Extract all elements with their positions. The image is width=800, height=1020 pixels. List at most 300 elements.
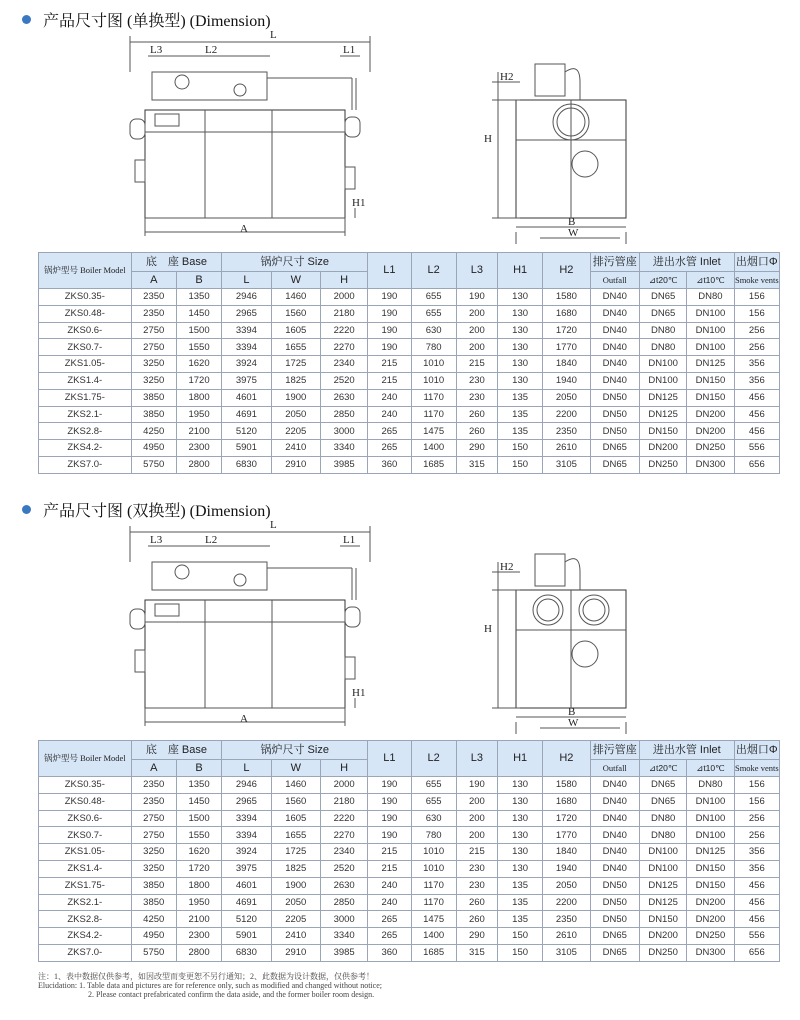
table-cell: DN300: [687, 944, 734, 961]
table-cell: 1770: [543, 827, 590, 844]
table-cell: 1350: [176, 289, 221, 306]
model-cell: ZKS4.2-: [39, 440, 132, 457]
table-cell: 3340: [320, 928, 367, 945]
table-cell: DN65: [639, 305, 686, 322]
table-cell: 3105: [543, 456, 590, 473]
table-cell: 230: [456, 877, 497, 894]
table-cell: 5901: [222, 440, 271, 457]
table-cell: 656: [734, 456, 779, 473]
table-row: [39, 777, 780, 794]
table-cell: 1580: [543, 777, 590, 794]
table-cell: 5750: [131, 944, 176, 961]
col-model-header: 锅炉型号 Boiler Model: [39, 253, 132, 289]
dim-label-H: H: [484, 623, 492, 635]
table-cell: 150: [497, 440, 542, 457]
model-cell: ZKS1.4-: [39, 860, 132, 877]
table-cell: DN40: [590, 372, 639, 389]
dimension-drawing: [0, 22, 800, 248]
table-cell: 2410: [271, 928, 320, 945]
col-inlet-header: 进出水管 Inlet: [639, 741, 734, 760]
col-a-header: A: [131, 272, 176, 289]
model-cell: ZKS4.2-: [39, 928, 132, 945]
table-cell: 1950: [176, 406, 221, 423]
table-cell: 240: [368, 406, 411, 423]
table-cell: 1720: [176, 372, 221, 389]
model-cell: ZKS2.1-: [39, 406, 132, 423]
table-cell: 1685: [411, 944, 456, 961]
table-cell: 2910: [271, 944, 320, 961]
table-cell: DN200: [639, 928, 686, 945]
table-cell: 2946: [222, 777, 271, 794]
col-smoke-en-header: Smoke vents: [734, 272, 779, 289]
table-cell: 456: [734, 894, 779, 911]
table-cell: 655: [411, 777, 456, 794]
table-cell: DN250: [687, 440, 734, 457]
table-cell: 2350: [543, 423, 590, 440]
table-cell: 6830: [222, 456, 271, 473]
table-cell: DN80: [639, 827, 686, 844]
table-row: [39, 827, 780, 844]
col-smoke-header: 出烟口Φ: [734, 741, 779, 760]
table-cell: 356: [734, 356, 779, 373]
table-cell: 2180: [320, 305, 367, 322]
table-cell: 2750: [131, 827, 176, 844]
table-cell: 215: [368, 356, 411, 373]
table-cell: 1170: [411, 894, 456, 911]
table-cell: DN65: [590, 928, 639, 945]
dim-label-L: L: [270, 519, 277, 531]
table-cell: 1900: [271, 389, 320, 406]
table-cell: 256: [734, 827, 779, 844]
spec-table: [38, 740, 780, 962]
table-row: [39, 356, 780, 373]
table-cell: 655: [411, 289, 456, 306]
table-cell: DN100: [639, 860, 686, 877]
col-outfall-header: 排污管座: [590, 741, 639, 760]
table-cell: DN200: [687, 911, 734, 928]
table-cell: 1720: [543, 810, 590, 827]
table-body: [39, 289, 780, 474]
table-cell: 130: [497, 305, 542, 322]
table-cell: 2800: [176, 944, 221, 961]
col-l1-header: L1: [368, 741, 411, 777]
model-cell: ZKS1.05-: [39, 356, 132, 373]
table-cell: 5120: [222, 911, 271, 928]
table-cell: 4250: [131, 423, 176, 440]
table-cell: 780: [411, 339, 456, 356]
table-cell: 315: [456, 456, 497, 473]
table-cell: 315: [456, 944, 497, 961]
table-cell: 3985: [320, 456, 367, 473]
table-cell: 3000: [320, 423, 367, 440]
table-cell: 1550: [176, 827, 221, 844]
dim-label-H2: H2: [500, 71, 514, 83]
table-cell: 260: [456, 406, 497, 423]
col-l2-header: L2: [411, 253, 456, 289]
table-cell: 130: [497, 777, 542, 794]
table-cell: DN40: [590, 844, 639, 861]
table-cell: 200: [456, 793, 497, 810]
table-cell: DN50: [590, 877, 639, 894]
dim-label-W: W: [568, 227, 579, 239]
table-cell: 130: [497, 793, 542, 810]
table-cell: DN100: [687, 810, 734, 827]
section-title-text: 产品尺寸图 (单换型) (Dimension): [43, 13, 271, 30]
table-row: [39, 810, 780, 827]
table-cell: 240: [368, 894, 411, 911]
table-cell: DN250: [639, 944, 686, 961]
table-cell: 656: [734, 944, 779, 961]
table-cell: 3250: [131, 356, 176, 373]
model-cell: ZKS2.8-: [39, 911, 132, 928]
table-cell: 190: [368, 810, 411, 827]
table-cell: DN65: [590, 944, 639, 961]
table-cell: 150: [497, 944, 542, 961]
table-cell: DN65: [590, 456, 639, 473]
table-cell: DN125: [639, 877, 686, 894]
table-cell: 2200: [543, 894, 590, 911]
col-h1-header: H1: [497, 253, 542, 289]
col-h1-header: H1: [497, 741, 542, 777]
table-cell: DN40: [590, 793, 639, 810]
table-cell: 265: [368, 440, 411, 457]
table-cell: 356: [734, 860, 779, 877]
table-cell: DN65: [590, 440, 639, 457]
table-cell: 4601: [222, 389, 271, 406]
table-cell: DN80: [639, 339, 686, 356]
table-cell: 1475: [411, 911, 456, 928]
dim-label-B: B: [568, 706, 576, 718]
table-row: [39, 944, 780, 961]
table-cell: DN40: [590, 339, 639, 356]
table-cell: 2630: [320, 389, 367, 406]
table-cell: 130: [497, 810, 542, 827]
table-cell: DN125: [687, 844, 734, 861]
table-cell: 1840: [543, 844, 590, 861]
table-cell: 1940: [543, 860, 590, 877]
table-cell: 2100: [176, 423, 221, 440]
model-cell: ZKS0.6-: [39, 322, 132, 339]
table-cell: 5901: [222, 928, 271, 945]
table-cell: 2910: [271, 456, 320, 473]
table-cell: 1655: [271, 339, 320, 356]
col-l3-header: L3: [456, 253, 497, 289]
table-cell: 190: [456, 289, 497, 306]
table-cell: 1010: [411, 356, 456, 373]
table-cell: DN65: [639, 289, 686, 306]
model-cell: ZKS0.7-: [39, 827, 132, 844]
table-cell: 1800: [176, 877, 221, 894]
footnote-en-2: 2. Please contact prefabricated confirm the data aside, and the former boiler room design.: [88, 990, 375, 999]
table-cell: 2350: [131, 305, 176, 322]
table-cell: 3000: [320, 911, 367, 928]
table-cell: 3250: [131, 844, 176, 861]
footnote-cn: 注：1、表中数据仅供参考，如因改型而变更恕不另行通知；2、此数据为设计数据，仅供参考！: [38, 972, 374, 981]
table-cell: 2800: [176, 456, 221, 473]
table-cell: 3850: [131, 894, 176, 911]
table-cell: 1720: [543, 322, 590, 339]
table-cell: 2270: [320, 827, 367, 844]
table-cell: 2850: [320, 894, 367, 911]
table-cell: DN100: [687, 322, 734, 339]
table-cell: DN100: [639, 844, 686, 861]
table-cell: 130: [497, 339, 542, 356]
table-cell: 3250: [131, 372, 176, 389]
table-cell: 256: [734, 339, 779, 356]
table-cell: 2946: [222, 289, 271, 306]
table-cell: 2000: [320, 289, 367, 306]
table-cell: 456: [734, 911, 779, 928]
table-cell: 1900: [271, 877, 320, 894]
table-cell: 2340: [320, 844, 367, 861]
table-cell: 2340: [320, 356, 367, 373]
table-cell: DN150: [639, 423, 686, 440]
model-cell: ZKS1.4-: [39, 372, 132, 389]
table-cell: 130: [497, 322, 542, 339]
table-cell: 130: [497, 289, 542, 306]
table-cell: DN80: [639, 322, 686, 339]
table-cell: DN200: [687, 423, 734, 440]
table-cell: 3394: [222, 810, 271, 827]
model-cell: ZKS0.35-: [39, 289, 132, 306]
table-cell: DN125: [639, 406, 686, 423]
table-cell: 2350: [131, 289, 176, 306]
col-dt20-header: ⊿t20℃: [639, 760, 686, 777]
model-cell: ZKS0.48-: [39, 305, 132, 322]
col-l3-header: L3: [456, 741, 497, 777]
table-cell: DN125: [639, 389, 686, 406]
table-cell: 2965: [222, 793, 271, 810]
col-h-header: H: [320, 272, 367, 289]
dim-label-L1: L1: [343, 534, 356, 546]
table-cell: DN40: [590, 810, 639, 827]
table-cell: DN200: [639, 440, 686, 457]
col-outfall-en-header: Outfall: [590, 760, 639, 777]
table-cell: 1460: [271, 777, 320, 794]
table-cell: 2205: [271, 423, 320, 440]
table-cell: DN100: [687, 305, 734, 322]
table-cell: 290: [456, 440, 497, 457]
table-row: [39, 860, 780, 877]
dim-label-H1: H1: [352, 687, 366, 699]
table-cell: 1940: [543, 372, 590, 389]
table-cell: DN80: [639, 810, 686, 827]
table-cell: DN50: [590, 406, 639, 423]
table-cell: 2200: [543, 406, 590, 423]
table-cell: 2350: [131, 777, 176, 794]
table-cell: 1170: [411, 406, 456, 423]
table-cell: DN40: [590, 777, 639, 794]
table-cell: 2850: [320, 406, 367, 423]
dim-label-W: W: [568, 717, 579, 729]
table-cell: 5120: [222, 423, 271, 440]
table-cell: 215: [368, 372, 411, 389]
table-cell: 3394: [222, 827, 271, 844]
table-cell: DN250: [639, 456, 686, 473]
table-cell: 2350: [543, 911, 590, 928]
table-cell: 190: [368, 339, 411, 356]
table-cell: 3850: [131, 406, 176, 423]
table-cell: 3105: [543, 944, 590, 961]
dim-label-L1: L1: [343, 44, 356, 56]
table-row: [39, 877, 780, 894]
table-cell: 2520: [320, 860, 367, 877]
col-w-header: W: [271, 760, 320, 777]
table-cell: 2750: [131, 810, 176, 827]
table-cell: 265: [368, 928, 411, 945]
col-b-header: B: [176, 760, 221, 777]
table-cell: 2220: [320, 810, 367, 827]
table-cell: 2205: [271, 911, 320, 928]
footnotes: [38, 972, 778, 999]
table-cell: DN40: [590, 322, 639, 339]
table-cell: 655: [411, 305, 456, 322]
table-cell: 190: [456, 777, 497, 794]
table-cell: 456: [734, 877, 779, 894]
table-cell: 1560: [271, 793, 320, 810]
table-row: [39, 372, 780, 389]
table-row: [39, 389, 780, 406]
model-cell: ZKS0.35-: [39, 777, 132, 794]
table-cell: 780: [411, 827, 456, 844]
table-cell: 290: [456, 928, 497, 945]
table-cell: 256: [734, 322, 779, 339]
table-cell: 1475: [411, 423, 456, 440]
table-cell: 1350: [176, 777, 221, 794]
col-smoke-header: 出烟口Φ: [734, 253, 779, 272]
table-cell: 1680: [543, 793, 590, 810]
table-cell: 1400: [411, 440, 456, 457]
model-cell: ZKS7.0-: [39, 456, 132, 473]
table-row: [39, 928, 780, 945]
table-cell: 2180: [320, 793, 367, 810]
table-cell: 230: [456, 389, 497, 406]
table-cell: 215: [368, 860, 411, 877]
table-cell: 130: [497, 372, 542, 389]
model-cell: ZKS1.75-: [39, 877, 132, 894]
table-cell: DN200: [687, 894, 734, 911]
table-cell: 1800: [176, 389, 221, 406]
table-cell: DN80: [687, 289, 734, 306]
dim-label-B: B: [568, 216, 576, 228]
section-title-text: 产品尺寸图 (双换型) (Dimension): [43, 503, 271, 520]
table-cell: 1450: [176, 305, 221, 322]
table-cell: DN150: [687, 389, 734, 406]
table-cell: 240: [368, 877, 411, 894]
table-cell: 200: [456, 810, 497, 827]
table-cell: 4950: [131, 440, 176, 457]
table-cell: 2750: [131, 339, 176, 356]
table-cell: 1550: [176, 339, 221, 356]
table-cell: 1450: [176, 793, 221, 810]
table-cell: 265: [368, 911, 411, 928]
table-cell: 3250: [131, 860, 176, 877]
table-cell: 3924: [222, 356, 271, 373]
table-cell: DN300: [687, 456, 734, 473]
table-cell: 156: [734, 777, 779, 794]
table-cell: DN200: [687, 406, 734, 423]
table-cell: 2610: [543, 440, 590, 457]
table-cell: 215: [456, 356, 497, 373]
dim-label-H: H: [484, 133, 492, 145]
table-cell: 360: [368, 456, 411, 473]
col-h-header: H: [320, 760, 367, 777]
table-cell: 3975: [222, 860, 271, 877]
table-cell: 2300: [176, 928, 221, 945]
table-cell: 3394: [222, 322, 271, 339]
table-cell: 190: [368, 305, 411, 322]
table-cell: 3985: [320, 944, 367, 961]
col-dt10-header: ⊿t10℃: [687, 760, 734, 777]
table-cell: 1770: [543, 339, 590, 356]
table-cell: 2050: [543, 389, 590, 406]
table-cell: 630: [411, 322, 456, 339]
col-a-header: A: [131, 760, 176, 777]
col-model-header: 锅炉型号 Boiler Model: [39, 741, 132, 777]
table-header-row: [39, 741, 780, 760]
table-cell: 4691: [222, 894, 271, 911]
table-cell: DN50: [590, 423, 639, 440]
table-cell: 200: [456, 305, 497, 322]
table-cell: 1620: [176, 356, 221, 373]
table-cell: 1655: [271, 827, 320, 844]
table-cell: 130: [497, 844, 542, 861]
table-cell: 2220: [320, 322, 367, 339]
table-cell: DN40: [590, 860, 639, 877]
table-cell: 156: [734, 289, 779, 306]
table-cell: 130: [497, 356, 542, 373]
col-smoke-en-header: Smoke vents: [734, 760, 779, 777]
col-b-header: B: [176, 272, 221, 289]
table-cell: 190: [368, 793, 411, 810]
table-cell: 256: [734, 810, 779, 827]
table-cell: 456: [734, 423, 779, 440]
table-cell: 2520: [320, 372, 367, 389]
table-cell: 655: [411, 793, 456, 810]
table-cell: DN50: [590, 911, 639, 928]
table-row: [39, 322, 780, 339]
table-cell: 1400: [411, 928, 456, 945]
table-cell: 3975: [222, 372, 271, 389]
col-dt20-header: ⊿t20℃: [639, 272, 686, 289]
table-header-row: [39, 253, 780, 272]
boiler-drawing-svg: [0, 22, 800, 248]
table-cell: 1170: [411, 877, 456, 894]
table-cell: 1825: [271, 372, 320, 389]
table-cell: 456: [734, 406, 779, 423]
table-cell: 1840: [543, 356, 590, 373]
col-l1-header: L1: [368, 253, 411, 289]
table-cell: 1605: [271, 810, 320, 827]
table-cell: 1460: [271, 289, 320, 306]
table-row: [39, 793, 780, 810]
table-cell: 1620: [176, 844, 221, 861]
table-cell: 4950: [131, 928, 176, 945]
dim-label-A: A: [240, 713, 248, 725]
table-row: [39, 456, 780, 473]
table-cell: DN50: [590, 894, 639, 911]
table-cell: 2270: [320, 339, 367, 356]
model-cell: ZKS1.05-: [39, 844, 132, 861]
table-row: [39, 406, 780, 423]
table-cell: 556: [734, 440, 779, 457]
table-cell: DN80: [687, 777, 734, 794]
model-cell: ZKS7.0-: [39, 944, 132, 961]
table-cell: 156: [734, 305, 779, 322]
col-outfall-en-header: Outfall: [590, 272, 639, 289]
table-cell: DN100: [687, 793, 734, 810]
table-cell: 1725: [271, 356, 320, 373]
